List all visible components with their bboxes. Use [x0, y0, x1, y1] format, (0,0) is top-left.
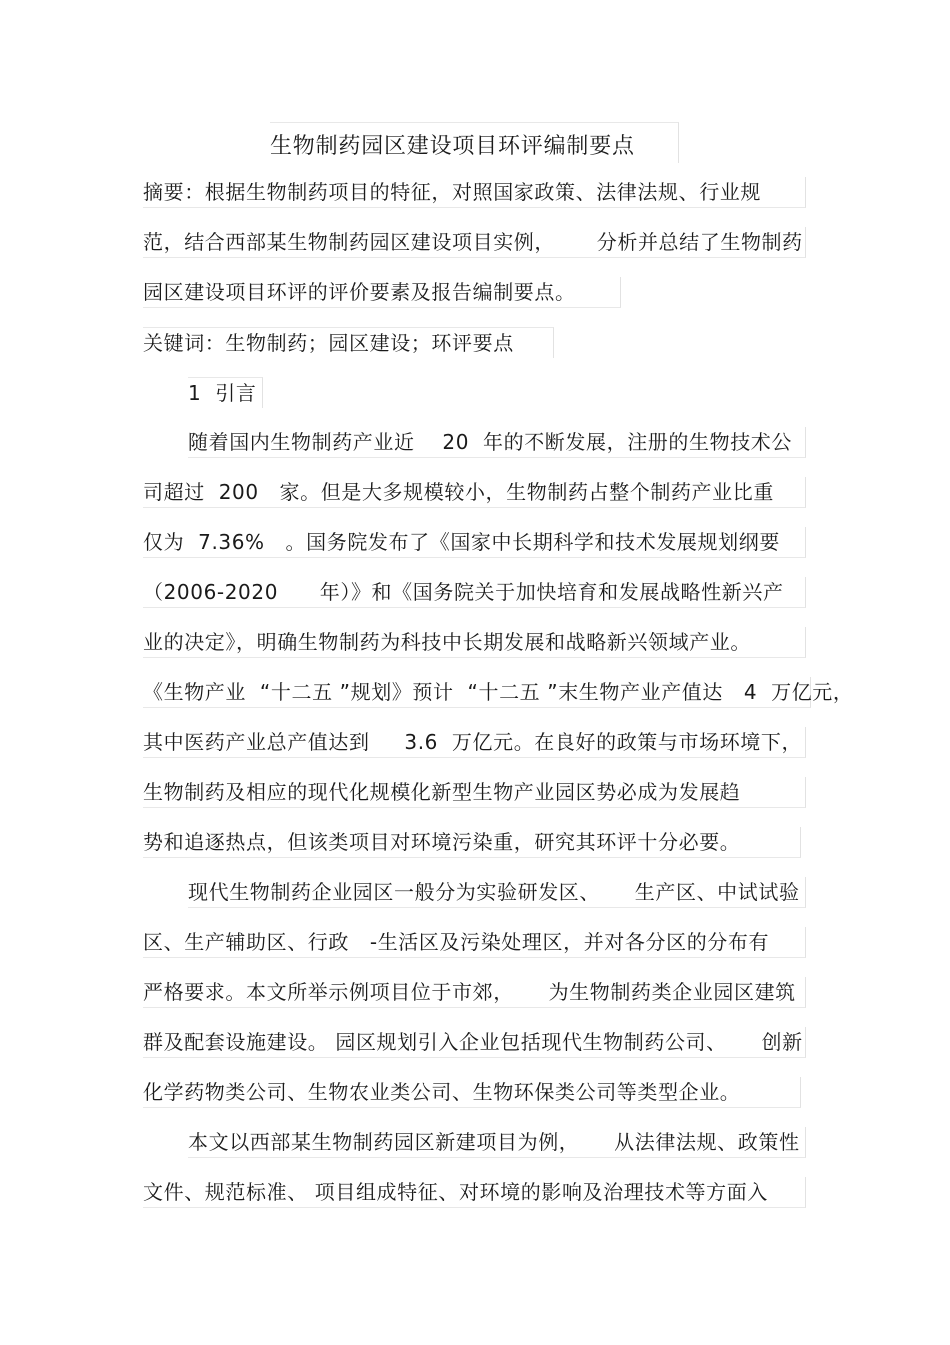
paragraph-line: 严格要求。本文所举示例项目位于市郊， 为生物制药类企业园区建筑: [143, 977, 806, 1008]
paragraph-line: 现代生物制药企业园区一般分为实验研发区、 生产区、中试试验: [188, 877, 806, 908]
paragraph-line: 生物制药及相应的现代化规模化新型生物产业园区势必成为发展趋: [143, 777, 806, 808]
paragraph-line: 区、生产辅助区、行政 -生活区及污染处理区，并对各分区的分布有: [143, 927, 806, 958]
paragraph-line: 势和追逐热点，但该类项目对环境污染重，研究其环评十分必要。: [143, 827, 801, 858]
abstract-line: 园区建设项目环评的评价要素及报告编制要点。: [143, 277, 621, 308]
abstract-line: 范，结合西部某生物制药园区建设项目实例， 分析并总结了生物制药: [143, 227, 806, 258]
keywords-line: 关键词：生物制药；园区建设；环评要点: [143, 327, 554, 358]
paragraph-line: 其中医药产业总产值达到 3.6 万亿元。在良好的政策与市场环境下，: [143, 727, 806, 758]
paragraph-line: （2006-2020 年）》和《国务院关于加快培育和发展战略性新兴产: [143, 577, 806, 608]
paragraph-line: 随着国内生物制药产业近 20 年的不断发展，注册的生物技术公: [188, 427, 806, 458]
section-heading: 1 引言: [188, 377, 263, 408]
paragraph-line: 本文以西部某生物制药园区新建项目为例， 从法律法规、政策性: [188, 1127, 806, 1158]
paragraph-line: 化学药物类公司、生物农业类公司、生物环保类公司等类型企业。: [143, 1077, 801, 1108]
document-title: 生物制药园区建设项目环评编制要点: [270, 122, 679, 163]
abstract-line: 摘要：根据生物制药项目的特征，对照国家政策、法律法规、行业规: [143, 177, 806, 208]
paragraph-line: 群及配套设施建设。 园区规划引入企业包括现代生物制药公司、 创新: [143, 1027, 806, 1058]
paragraph-line: 业的决定》，明确生物制药为科技中长期发展和战略新兴领域产业。: [143, 627, 806, 658]
paragraph-line: 仅为 7.36% 。国务院发布了《国家中长期科学和技术发展规划纲要: [143, 527, 806, 558]
paragraph-line: 司超过 200 家。但是大多规模较小，生物制药占整个制药产业比重: [143, 477, 806, 508]
paragraph-line: 文件、规范标准、 项目组成特征、对环境的影响及治理技术等方面入: [143, 1177, 806, 1208]
paragraph-line: 《生物产业 “十二五 ”规划》预计 “十二五 ”末生物产业产值达 4 万亿元，: [143, 677, 811, 708]
